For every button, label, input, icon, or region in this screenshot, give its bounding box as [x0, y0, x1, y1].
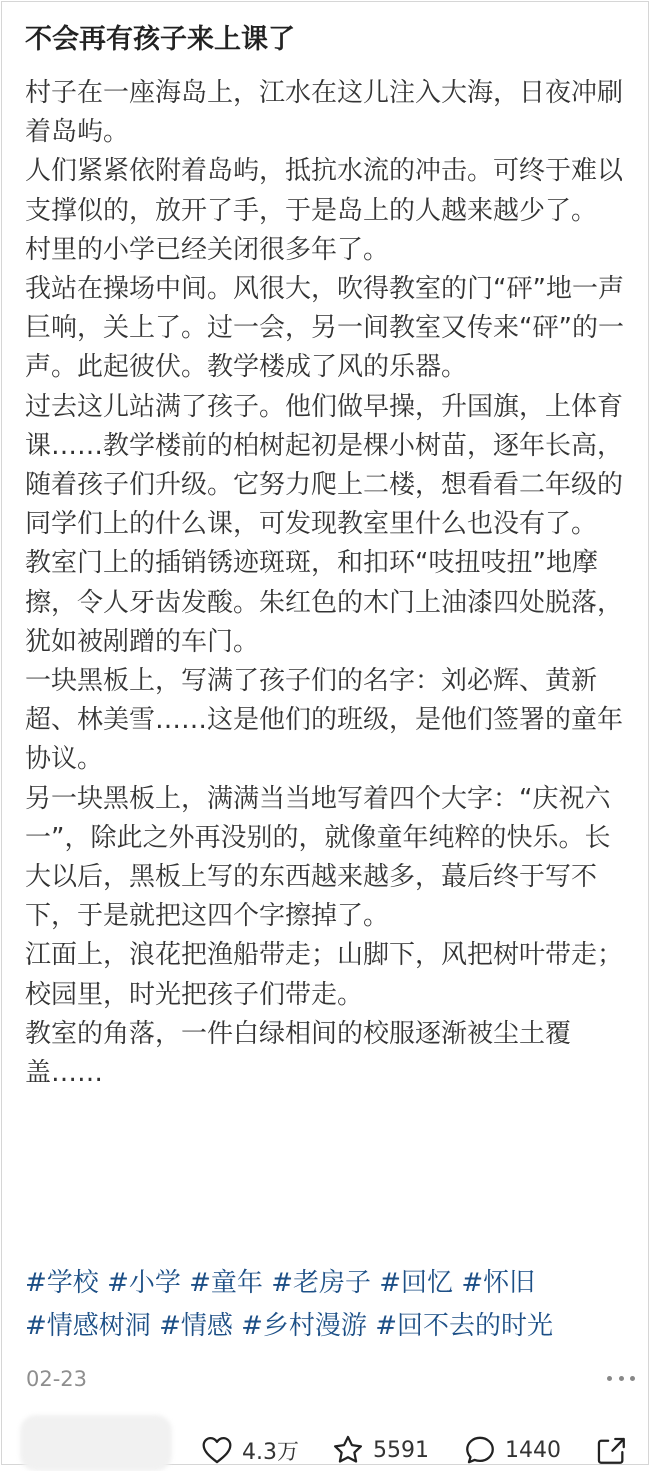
tag-link[interactable]: #老房子: [271, 1268, 371, 1298]
post-title: 不会再有孩子来上课了: [25, 24, 295, 55]
paragraph: 人们紧紧依附着岛屿，抵抗水流的冲击。可终于难以支撑似的，放开了手，于是岛上的人越来越少了。: [25, 156, 624, 226]
paragraph: 教室门上的插销锈迹斑斑，和扣环“吱扭吱扭”地摩擦，令人牙齿发酸。朱红色的木门上油漆四处脱落，犹如被剐蹭的车门。: [25, 548, 624, 657]
paragraph: 过去这儿站满了孩子。他们做早操，升国旗，上体育课……教学楼前的柏树起初是棵小树苗，逐年长高，随着孩子们升级。它努力爬上二楼，想看看二年级的同学们上的什么课，可发现教室里什么也没有了。: [25, 391, 624, 540]
tag-link[interactable]: #情感: [159, 1311, 233, 1341]
paragraph: 另一块黑板上，满满当当地写着四个大字：“庆祝六一”，除此之外再没别的，就像童年纯粹的快乐。长大以后，黑板上写的东西越来越多，蕞后终于写不下，于是就把这四个字擦掉了。: [25, 783, 611, 932]
paragraph: 江面上，浪花把渔船带走；山脚下，风把树叶带走；校园里，时光把孩子们带走。: [25, 940, 624, 1010]
like-count: 4.3万: [242, 1439, 299, 1465]
paragraph: 教室的角落，一件白绿相间的校服逐渐被尘土覆盖……: [25, 1018, 572, 1089]
heart-icon: [200, 1433, 234, 1467]
paragraph: 一块黑板上，写满了孩子们的名字：刘必辉、黄新超、林美雪……这是他们的班级，是他们签署的童年协议。: [25, 666, 624, 775]
paragraph: 村子在一座海岛上，江水在这儿注入大海，日夜冲刷着岛屿。: [25, 78, 624, 148]
share-button[interactable]: [594, 1430, 628, 1470]
share-icon: [594, 1433, 628, 1467]
comment-count: 1440: [505, 1437, 561, 1463]
dot: [607, 1376, 612, 1381]
tag-link[interactable]: #小学: [107, 1268, 181, 1298]
tag-link[interactable]: #怀旧: [461, 1268, 536, 1298]
comment-bubble-icon: [463, 1433, 497, 1467]
tag-link[interactable]: #情感树洞: [25, 1311, 151, 1341]
more-options-icon[interactable]: [607, 1366, 635, 1390]
comment-button[interactable]: [463, 1430, 561, 1470]
dot: [630, 1376, 635, 1381]
star-icon: [331, 1433, 365, 1467]
post-content: [25, 74, 633, 1093]
paragraph: 村里的小学已经关闭很多年了。: [25, 234, 390, 265]
collect-count: 5591: [373, 1437, 429, 1463]
like-button[interactable]: [200, 1430, 299, 1470]
dot: [619, 1376, 624, 1381]
post-date: 02-23: [26, 1367, 88, 1391]
tag-link[interactable]: #童年: [189, 1268, 263, 1298]
tag-link[interactable]: #乡村漫游: [241, 1311, 367, 1341]
paragraph: 我站在操场中间。风很大，吹得教室的门“砰”地一声巨响，关上了。过一会，另一间教室又传来“砰”的一声。此起彼伏。教学楼成了风的乐器。: [25, 274, 624, 383]
tag-link[interactable]: #学校: [25, 1268, 99, 1298]
tag-link[interactable]: #回不去的时光: [375, 1311, 553, 1341]
tag-list: [25, 1262, 635, 1348]
tag-link[interactable]: #回忆: [379, 1268, 454, 1298]
action-bar: [0, 1430, 652, 1470]
collect-button[interactable]: [331, 1430, 429, 1470]
